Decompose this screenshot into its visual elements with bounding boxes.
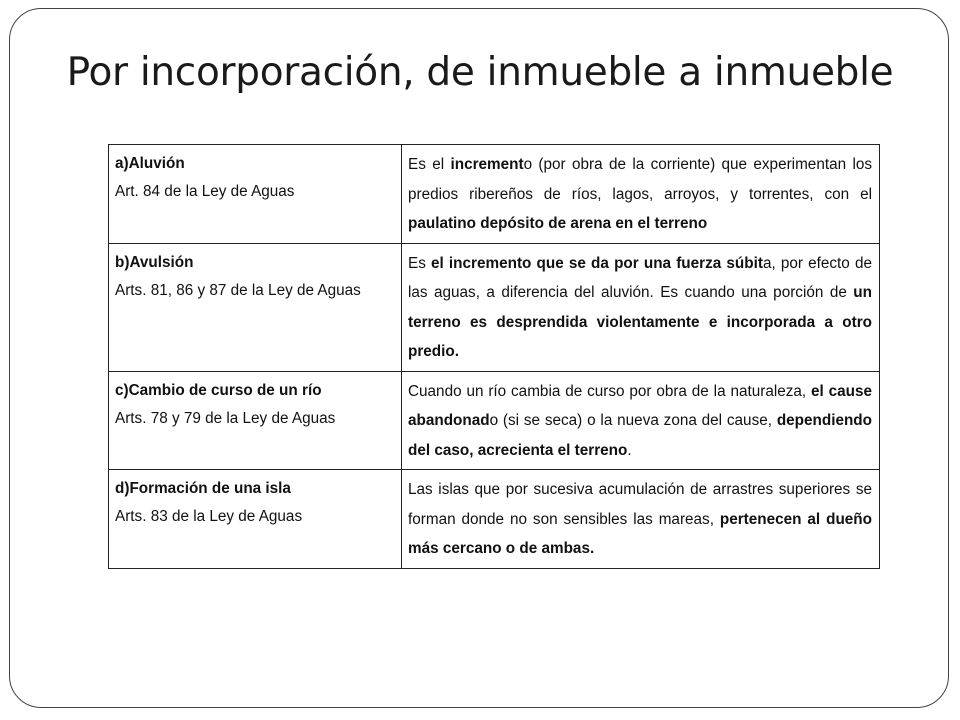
row-label-cell [109, 470, 402, 569]
description-text: o (si se seca) o la nueva zona del cause, [489, 412, 777, 429]
emphasized-text: increment [450, 156, 524, 173]
row-title: b)Avulsión [115, 253, 194, 271]
row-title: a)Aluvión [115, 155, 185, 172]
emphasized-text: el cause abandonad [408, 382, 872, 429]
row-label-cell [109, 145, 402, 244]
row-legal-reference: Art. 84 de la Ley de Aguas [115, 183, 295, 200]
table-row [109, 371, 880, 470]
description-text: o (por obra de la corriente) que experimentan los predios ribereños de ríos, lagos, arroyos, y torrentes, con el [408, 156, 872, 203]
incorporation-table [108, 144, 880, 569]
row-label-cell [109, 371, 402, 470]
emphasized-text: pertenecen al dueño más cercano o de ambas. [408, 510, 872, 557]
row-title: d)Formación de una isla [115, 480, 291, 497]
emphasized-text: un terreno es desprendida violentamente e incorporada a otro predio. [408, 284, 872, 360]
emphasized-text: dependiendo del caso, acrecienta el terreno [408, 412, 872, 459]
table-row [109, 243, 880, 371]
description-text: Las islas que por sucesiva acumulación de arrastres superiores se forman donde no son sensibles las mareas, [408, 481, 872, 528]
row-legal-reference: Arts. 78 y 79 de la Ley de Aguas [115, 409, 336, 427]
row-description [402, 470, 880, 569]
row-description [402, 371, 880, 470]
description-text: Es [408, 254, 432, 272]
row-legal-reference: Arts. 83 de la Ley de Aguas [115, 508, 303, 525]
description-text: a, por efecto de las aguas, a diferencia del aluvión. Es cuando una porción de [408, 254, 872, 301]
row-description [402, 243, 880, 371]
table-row [109, 470, 880, 569]
description-text: . [627, 441, 632, 459]
emphasized-text: paulatino depósito de arena en el terreno [408, 215, 708, 232]
emphasized-text: el incremento que se da por una fuerza súbit [431, 254, 763, 272]
description-text: Cuando un río cambia de curso por obra de la naturaleza, [408, 382, 811, 400]
slide-title: Por incorporación, de inmueble a inmueble [66, 50, 894, 95]
row-title: c)Cambio de curso de un río [115, 381, 322, 399]
row-description [402, 145, 880, 244]
table-row [109, 145, 880, 244]
table-body [109, 145, 880, 569]
description-text: Es el [408, 156, 451, 173]
row-label-cell [109, 243, 402, 371]
row-legal-reference: Arts. 81, 86 y 87 de la Ley de Aguas [115, 281, 361, 299]
